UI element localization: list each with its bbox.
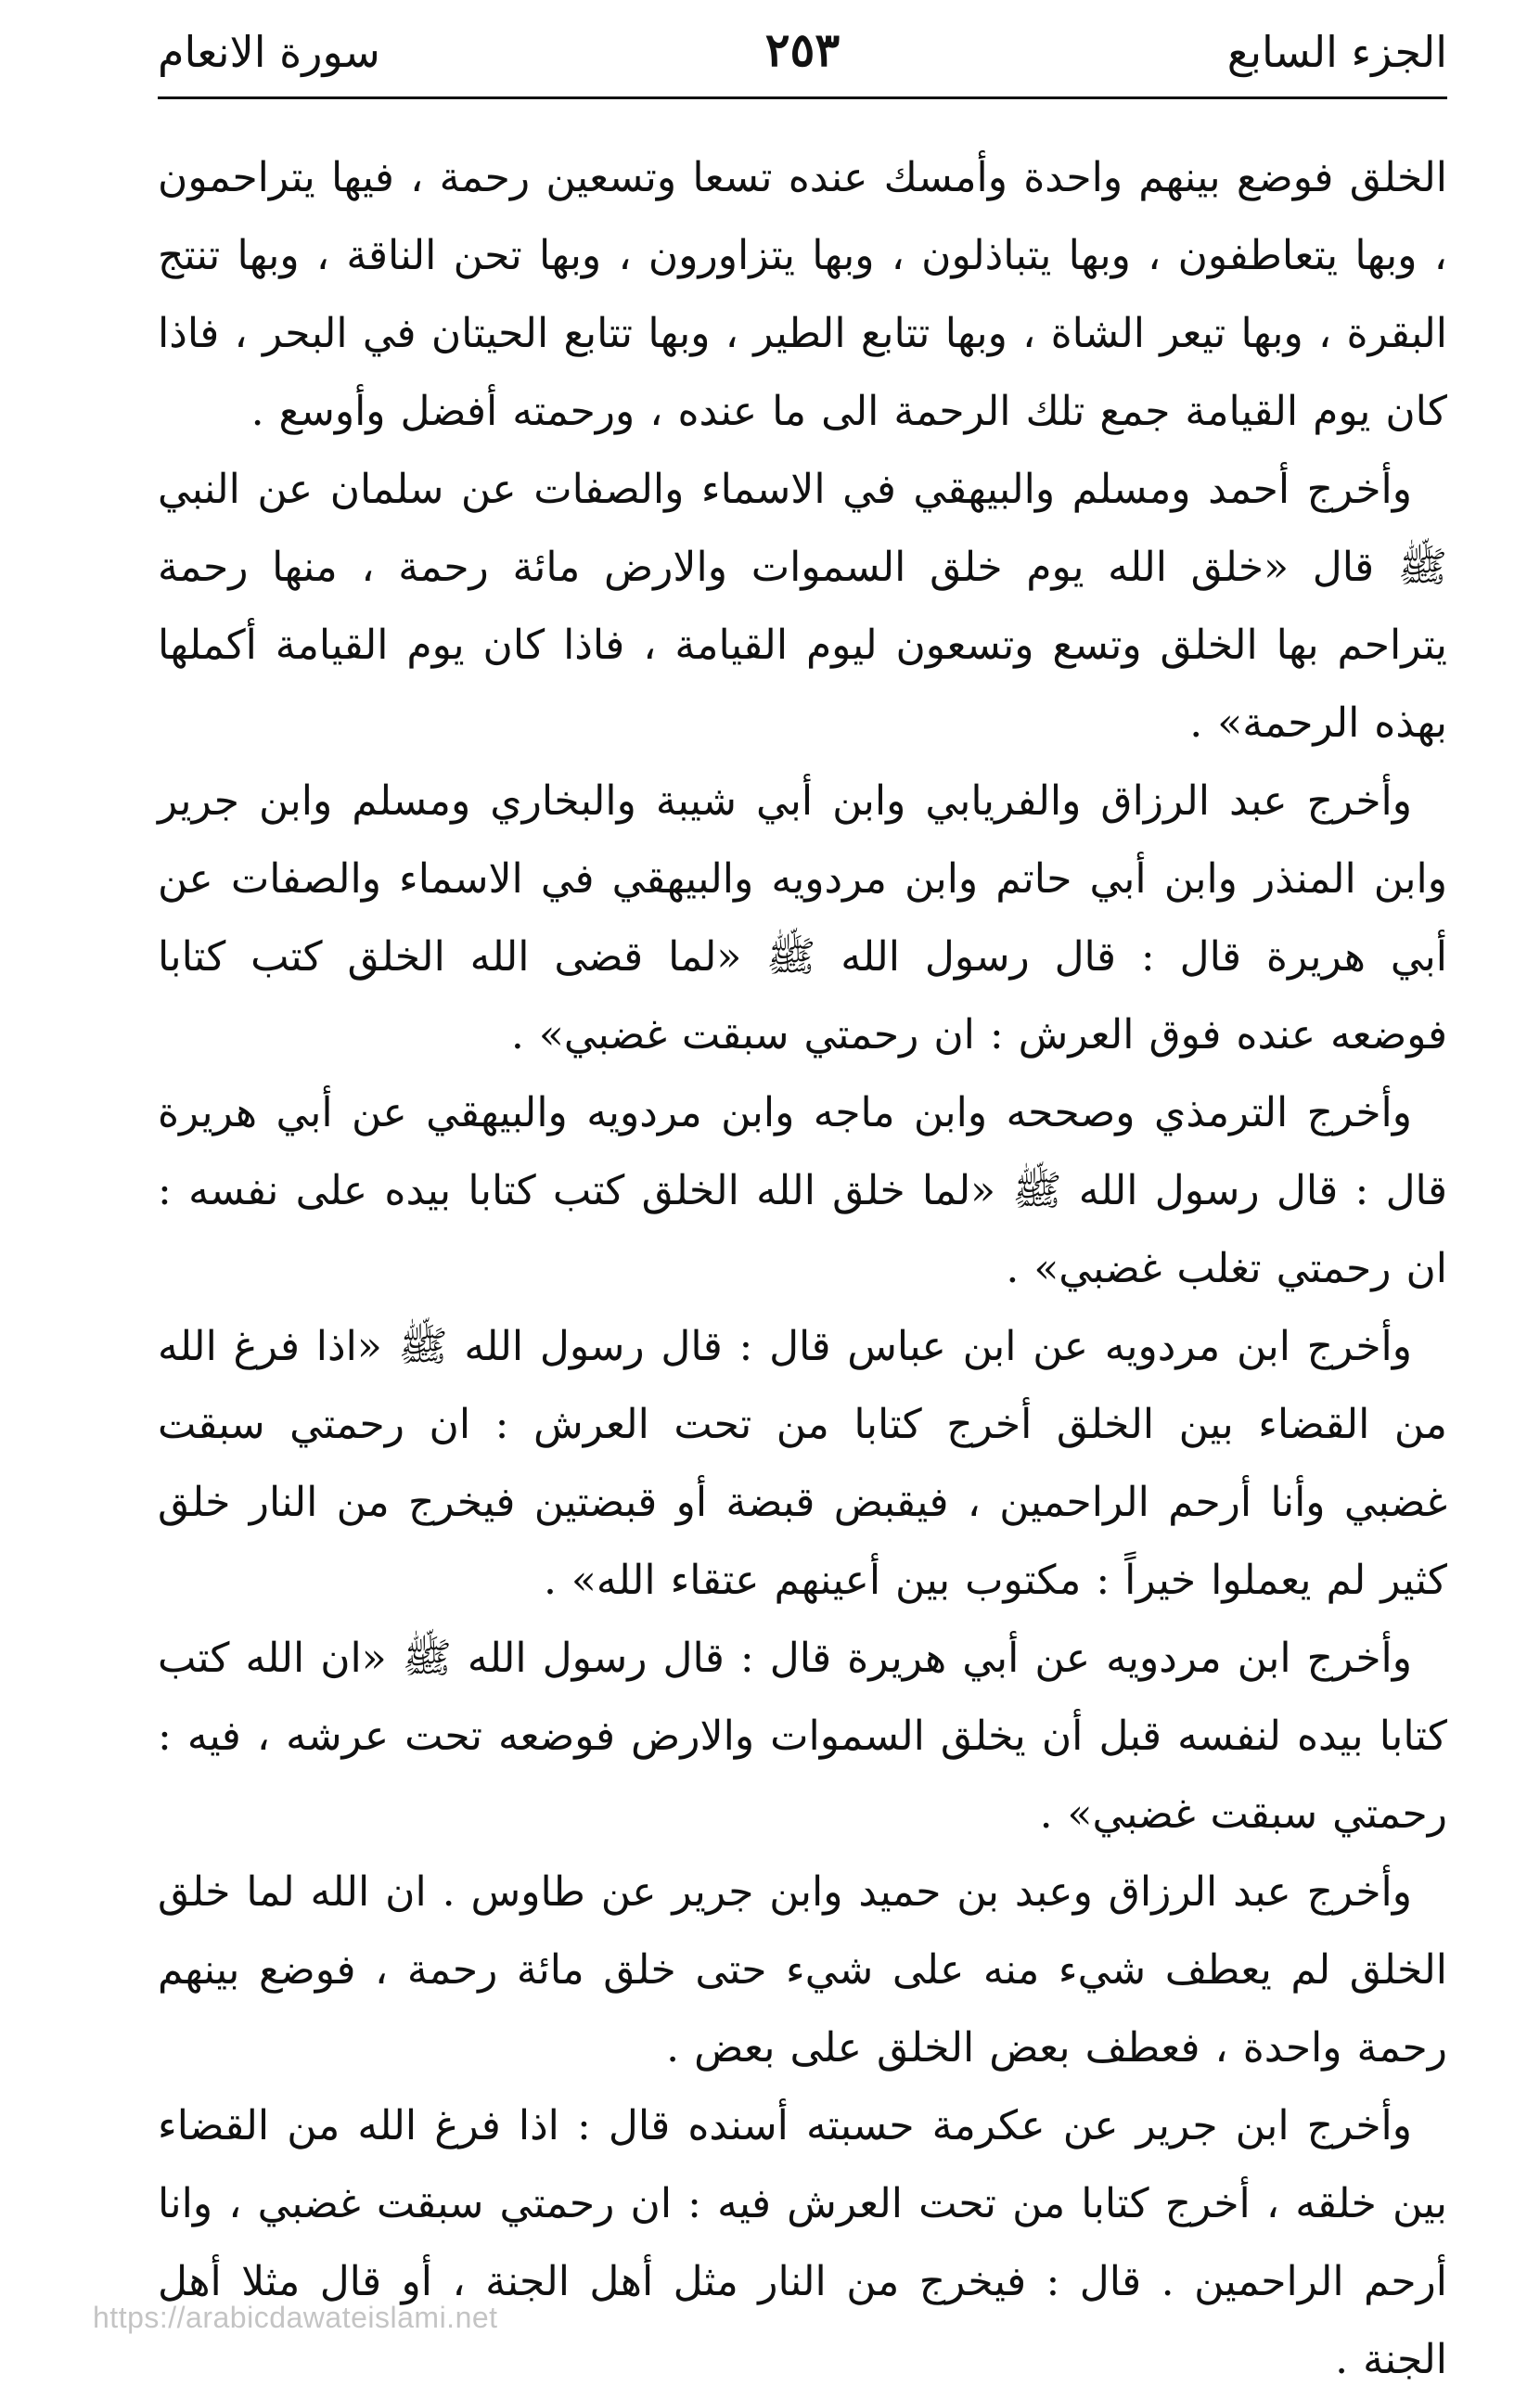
source-watermark: https://arabicdawateislami.net (93, 2301, 498, 2334)
page-header (158, 17, 1447, 91)
page-body (158, 139, 1447, 2399)
page-number: ٢٥٣ (764, 22, 841, 77)
paragraph: وأخرج عبد الرزاق والفريابي وابن أبي شيبة والبخاري ومسلم وابن جرير وابن المنذر وابن أبي حاتم وابن مردويه والبيهقي في الاسماء والصفات عن أبي هريرة قال : قال رسول الله ﷺ «لما قضى الله الخلق كتب كتابا فوضعه عنده فوق العرش : ان رحمتي سبقت غضبي» . (158, 777, 1448, 1058)
paragraph: وأخرج ابن جرير عن عكرمة حسبته أسنده قال : اذا فرغ الله من القضاء بين خلقه ، أخرج كتابا من تحت العرش فيه : ان رحمتي سبقت غضبي ، وانا أرحم الراحمين . قال : فيخرج من النار مثل أهل الجنة ، أو قال مثلا أهل الجنة . (158, 2102, 1447, 2383)
paragraph: وأخرج ابن مردويه عن ابن عباس قال : قال رسول الله ﷺ «اذا فرغ الله من القضاء بين الخلق أخرج كتابا من تحت العرش : ان رحمتي سبقت غضبي وأنا أرحم الراحمين ، فيقبض قبضة أو قبضتين فيخرج من النار خلق كثير لم يعملوا خيراً : مكتوب بين أعينهم عتقاء الله» . (158, 1323, 1447, 1604)
paragraph: وأخرج أحمد ومسلم والبيهقي في الاسماء والصفات عن سلمان عن النبي ﷺ قال «خلق الله يوم خلق السموات والارض مائة رحمة ، منها رحمة يتراحم بها الخلق وتسع وتسعون ليوم القيامة ، فاذا كان يوم القيامة أكملها بهذه الرحمة» . (158, 466, 1447, 747)
paragraph: وأخرج ابن مردويه عن أبي هريرة قال : قال رسول الله ﷺ «ان الله كتب كتابا بيده لنفسه قبل أن يخلق السموات والارض فوضعه تحت عرشه ، فيه : رحمتي سبقت غضبي» . (158, 1635, 1447, 1838)
paragraph: وأخرج عبد الرزاق وعبد بن حميد وابن جرير عن طاوس . ان الله لما خلق الخلق لم يعطف شيء منه على شيء حتى خلق مائة رحمة ، فوضع بينهم رحمة واحدة ، فعطف بعض الخلق على بعض . (158, 1868, 1447, 2072)
header-divider (158, 96, 1447, 99)
surah-label: سورة الانعام (158, 27, 380, 77)
paragraph: وأخرج الترمذي وصححه وابن ماجه وابن مردويه والبيهقي عن أبي هريرة قال : قال رسول الله ﷺ «لما خلق الله الخلق كتب كتابا بيده على نفسه : ان رحمتي تغلب غضبي» . (158, 1089, 1447, 1292)
juz-label: الجزء السابع (1226, 27, 1447, 77)
paragraph: الخلق فوضع بينهم واحدة وأمسك عنده تسعا وتسعين رحمة ، فيها يتراحمون ، وبها يتعاطفون ، وبها يتباذلون ، وبها يتزاورون ، وبها تحن الناقة ، وبها تنتج البقرة ، وبها تيعر الشاة ، وبها تتابع الطير ، وبها تتابع الحيتان في البحر ، فاذا كان يوم القيامة جمع تلك الرحمة الى ما عنده ، ورحمته أفضل وأوسع . (158, 154, 1447, 435)
